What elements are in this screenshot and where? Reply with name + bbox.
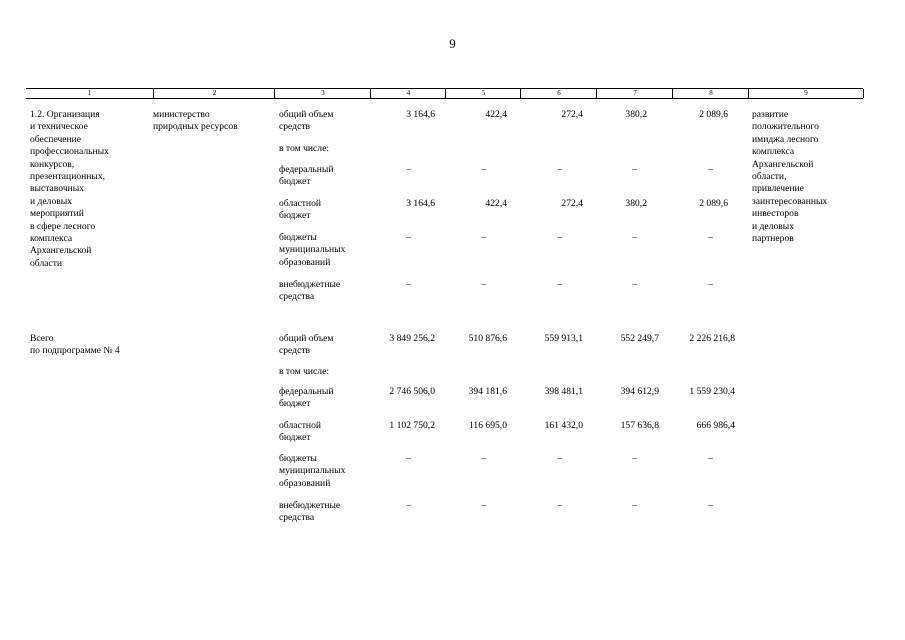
value-cell: 552 249,7 — [620, 333, 659, 344]
activity-name: 1.2. Организация и техническое обеспечение профессиональных конкурсов, презентационных, выставочных и деловых мероприятий в сфере лесного комплекса Архангельской области — [30, 109, 109, 269]
value-cell: 1 102 750,2 — [389, 420, 435, 431]
value-cell: 272,4 — [561, 109, 583, 120]
value-cell: – — [632, 232, 637, 243]
value-cell: – — [708, 500, 713, 511]
funding-label: в том числе: — [279, 366, 330, 377]
funding-label: областной бюджет — [279, 198, 322, 222]
value-cell: – — [406, 453, 411, 464]
value-cell: – — [406, 279, 411, 290]
value-cell: 3 164,6 — [406, 109, 435, 120]
value-cell: – — [481, 232, 486, 243]
value-cell: – — [481, 500, 486, 511]
value-cell: – — [481, 164, 486, 175]
value-cell: – — [708, 453, 713, 464]
value-cell: – — [632, 500, 637, 511]
value-cell: 2 226 216,8 — [689, 333, 735, 344]
header-col-1: 1 — [87, 89, 92, 97]
table-header — [26, 88, 863, 99]
value-cell: 380,2 — [625, 198, 647, 209]
expected-result: развитие положительного имиджа лесного комплекса Архангельской области, привлечение заинтересованных инвесторов и деловых партнеров — [752, 109, 828, 245]
value-cell: 272,4 — [561, 198, 583, 209]
value-cell: – — [632, 453, 637, 464]
value-cell: – — [557, 279, 562, 290]
value-cell: 2 089,6 — [699, 198, 728, 209]
value-cell: – — [708, 164, 713, 175]
funding-label: внебюджетные средства — [279, 279, 341, 303]
header-col-6: 6 — [520, 89, 597, 98]
value-cell: – — [406, 500, 411, 511]
funding-label: общий объем средств — [279, 109, 334, 133]
funding-label: в том числе: — [279, 143, 330, 154]
value-cell: 2 089,6 — [699, 109, 728, 120]
value-cell: 394 181,6 — [468, 386, 507, 397]
value-cell: 398 481,1 — [544, 386, 583, 397]
funding-label: областной бюджет — [279, 420, 322, 444]
value-cell: – — [406, 232, 411, 243]
value-cell: 3 164,6 — [406, 198, 435, 209]
value-cell: 161 432,0 — [544, 420, 583, 431]
header-col-7: 7 — [596, 89, 673, 98]
value-cell: – — [481, 279, 486, 290]
value-cell: 394 612,9 — [620, 386, 659, 397]
value-cell: – — [481, 453, 486, 464]
value-cell: 2 746 506,0 — [389, 386, 435, 397]
page-number: 9 — [449, 36, 456, 51]
value-cell: 559 913,1 — [544, 333, 583, 344]
value-cell: 422,4 — [485, 109, 507, 120]
value-cell: – — [557, 164, 562, 175]
header-col-3: 3 — [274, 89, 371, 98]
value-cell: 666 986,4 — [696, 420, 735, 431]
funding-label: бюджеты муниципальных образований — [279, 453, 346, 489]
funding-label: общий объем средств — [279, 333, 334, 357]
value-cell: 116 695,0 — [468, 420, 507, 431]
value-cell: – — [708, 232, 713, 243]
executor-name: министерство природных ресурсов — [153, 109, 238, 133]
value-cell: 422,4 — [485, 198, 507, 209]
value-cell: – — [557, 453, 562, 464]
value-cell: 1 559 230,4 — [689, 386, 735, 397]
funding-label: бюджеты муниципальных образований — [279, 232, 346, 268]
funding-label: федеральный бюджет — [279, 386, 334, 410]
value-cell: 510 876,6 — [468, 333, 507, 344]
funding-label: федеральный бюджет — [279, 164, 334, 188]
header-col-4: 4 — [370, 89, 446, 98]
value-cell: – — [557, 232, 562, 243]
value-cell: 157 636,8 — [620, 420, 659, 431]
header-col-9: 9 — [748, 89, 864, 98]
value-cell: – — [557, 500, 562, 511]
header-col-8: 8 — [672, 89, 749, 98]
value-cell: 380,2 — [625, 109, 647, 120]
subprogram-total-label: Всего по подпрограмме № 4 — [30, 333, 120, 357]
header-col-5: 5 — [445, 89, 521, 98]
value-cell: – — [406, 164, 411, 175]
value-cell: 3 849 256,2 — [389, 333, 435, 344]
funding-label: внебюджетные средства — [279, 500, 341, 524]
value-cell: – — [632, 279, 637, 290]
value-cell: – — [708, 279, 713, 290]
header-col-2: 2 — [153, 89, 275, 98]
value-cell: – — [632, 164, 637, 175]
